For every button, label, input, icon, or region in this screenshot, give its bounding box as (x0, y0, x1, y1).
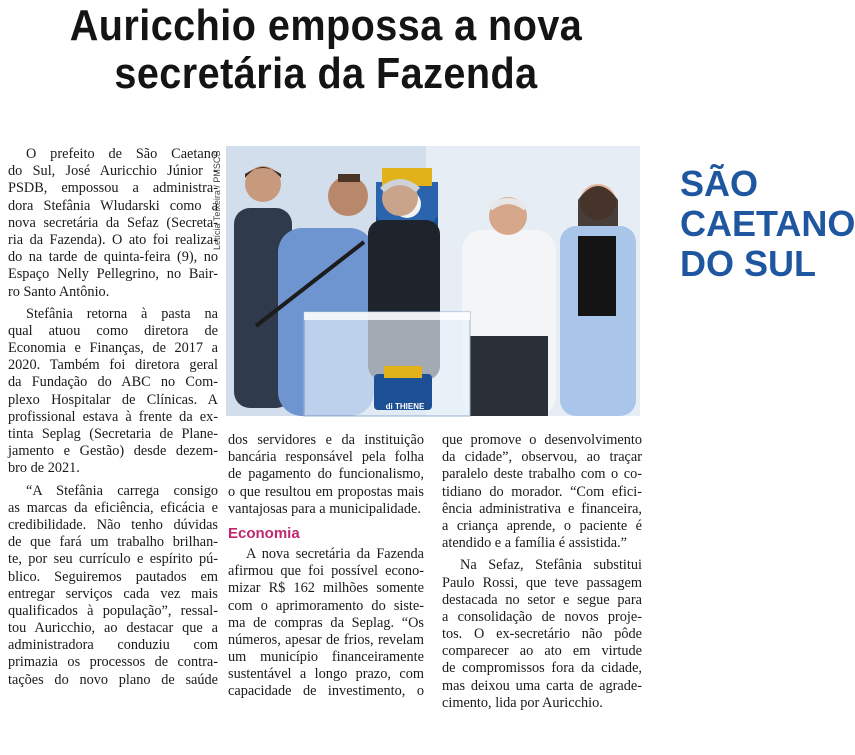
text-line: bro de 2021. (8, 460, 80, 477)
text-line: de compromissos fora da cidade, (442, 660, 642, 677)
text-line: dora Stefânia Wludarski como a (8, 197, 218, 214)
text-line: mas deixou uma carta de agrade- (442, 677, 642, 694)
text-line: Paulo Rossi, que teve passagem (442, 574, 642, 591)
text-line: bancária responsável pela folha (228, 449, 424, 466)
banner-line-2: CAETANO (680, 203, 855, 244)
article-column-2 (228, 432, 424, 701)
text-line: blico. Seguiremos pautados em (8, 568, 218, 585)
text-line: ria da Fazenda). O ato foi realiza- (8, 231, 218, 248)
text-line: vantajosas para a municipalidade. (228, 500, 421, 517)
text-line: números, apesar de frios, revelam (228, 631, 424, 648)
background-banner (680, 164, 855, 284)
text-line: A nova secretária da Fazenda (246, 545, 424, 562)
text-line: te, por seu currículo e espírito pú- (8, 551, 218, 568)
text-line: paralelo deste trabalho com o co- (442, 466, 642, 483)
text-line: um município financeiramente (228, 649, 424, 666)
text-line: destacada no setor e segue para (442, 591, 642, 608)
text-line: profissional estava à frente da ex- (8, 408, 218, 425)
text-line: afirmou que foi possível econo- (228, 563, 424, 580)
glass-podium (304, 312, 470, 416)
headline-line-1: Auricchio empossa a nova (69, 1, 583, 50)
text-line: as marcas da eficiência, eficácia e (8, 499, 218, 516)
text-line: mizar R$ 162 milhões somente (228, 580, 424, 597)
text-line: ma de compras da Seplag. “Os (228, 614, 424, 631)
text-line: de pagamento do funcionalismo, (228, 466, 424, 483)
article-column-1 (8, 146, 218, 689)
text-line: primazia os processos de contra- (8, 654, 218, 671)
text-line: o que resultou em propostas mais (228, 483, 424, 500)
text-line: Stefânia retorna à pasta na (26, 305, 218, 322)
text-line: a consolidação de novos proje- (442, 608, 642, 625)
text-line: administradora conduziu com (8, 637, 218, 654)
text-line: de que fará um trabalho brilhan- (8, 534, 218, 551)
banner-line-1: SÃO (680, 163, 759, 204)
text-line: entregar serviços cada vez mais (8, 585, 218, 602)
text-line: tos. O ex-secretário não pôde (442, 626, 642, 643)
text-line: cimento, lida por Auricchio. (442, 694, 603, 711)
text-line: qualificados à população”, ressal- (8, 602, 218, 619)
text-line: Espaço Nelly Pellegrino, no Bair- (8, 266, 218, 283)
text-line: a criança aprende, o paciente é (442, 517, 642, 534)
photo-scene (226, 146, 640, 416)
text-line: dos servidores e da instituição (228, 432, 424, 448)
text-line: sustentável a longo prazo, com (228, 666, 424, 683)
text-line: “A Stefânia carrega consigo (26, 482, 218, 499)
text-line: qual atuou como diretora de (8, 322, 218, 339)
headline-line-2: secretária da Fazenda (114, 49, 538, 98)
text-line: do na tarde de quinta-feira (9), no (8, 249, 218, 266)
text-line: tidiano do morador. “Com efici- (442, 483, 642, 500)
text-line: plexo Hospitalar de Clínicas. A (8, 391, 218, 408)
text-line: comparecer ao ato em virtude (442, 643, 642, 660)
text-line: ência administrativa e financeira, (442, 500, 642, 517)
text-line: do Sul, José Auricchio Júnior - (8, 163, 218, 180)
text-line: tou Auricchio, ao destacar que a (8, 620, 218, 637)
podium-logo-label: di THIENE (385, 402, 425, 411)
text-line: que promove o desenvolvimento (442, 432, 642, 448)
text-line: O prefeito de São Caetano (26, 146, 218, 162)
text-line: Economia e Finanças, de 2017 a (8, 340, 218, 357)
text-line: 2020. Também foi diretora geral (8, 357, 218, 374)
article-photo (226, 146, 855, 416)
text-line: credibilidade. Não tenho dúvidas (8, 516, 218, 533)
text-line: com o aprimoramento do siste- (228, 597, 424, 614)
headline (33, 2, 620, 98)
text-line: tinta Seplag (Secretaria de Plane- (8, 426, 218, 442)
photo-credit: Letícia Teixeira / PMSCS (212, 150, 222, 250)
text-line: Na Sefaz, Stefânia substitui (460, 557, 642, 574)
article-column-3 (442, 432, 642, 712)
text-line: PSDB, empossou a administra- (8, 180, 218, 197)
banner-line-3: DO SUL (680, 243, 817, 284)
text-line: ro Santo Antônio. (8, 283, 110, 300)
text-line: jamento e Gestão) desde dezem- (8, 443, 218, 460)
section-subhead: Economia (228, 524, 300, 542)
text-line: da Fundação do ABC no Com- (8, 374, 218, 391)
text-line: da cidade”, observou, ao traçar (442, 449, 642, 466)
text-line: tações do novo plano de saúde (8, 671, 218, 688)
text-line: atendido e a família é assistida.” (442, 535, 627, 552)
text-line: capacidade de investimento, o (228, 683, 424, 700)
text-line: nova secretária da Sefaz (Secreta- (8, 214, 218, 231)
